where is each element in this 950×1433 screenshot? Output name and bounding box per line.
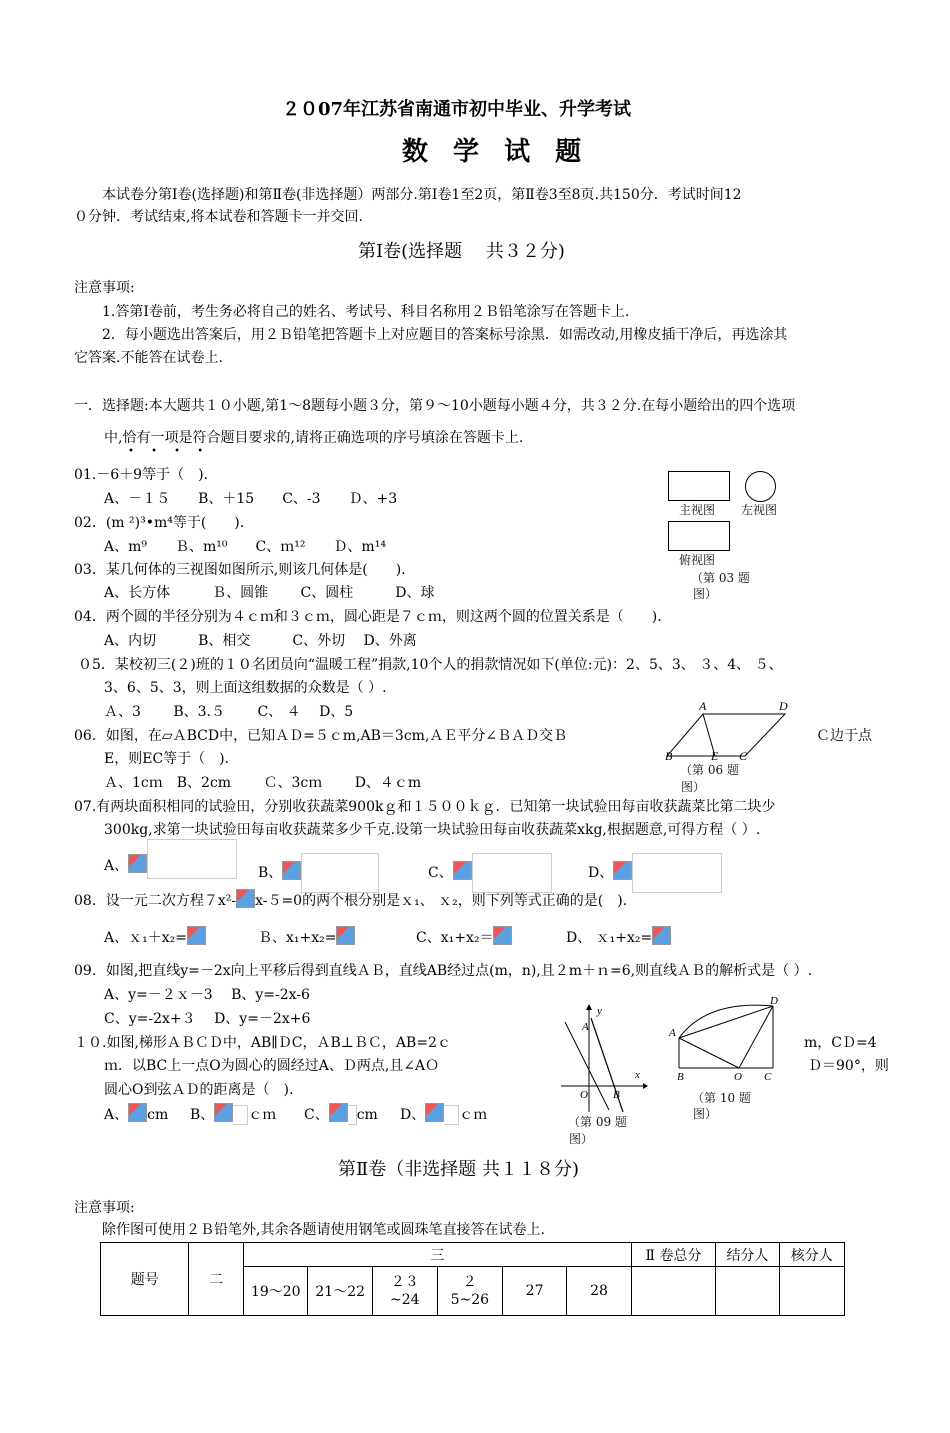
section-one-intro: 一．选择题:本大题共１０小题,第1～8题每小题３分，第９～10小题每小题４分，共３２分.在每小题给出的四个选项 <box>74 398 796 414</box>
q8-option-d-label: D、 ｘ₁+x₂= <box>566 930 653 946</box>
question-5b: 3、6、5、3，则上面这组数据的众数是（ ）. <box>104 680 387 696</box>
score-table-section-two: 二 <box>189 1243 244 1316</box>
figure-q9-caption: （第 09 题 <box>568 1115 627 1129</box>
score-table-checker-header: 核分人 <box>779 1243 844 1267</box>
q10-option-b[interactable] <box>190 1103 276 1125</box>
q7-option-a-label: A、 <box>104 858 129 874</box>
figure-q6-caption2: 图） <box>681 780 706 794</box>
question-4-options: A、内切 B、相交 C、外切 D、外离 <box>104 633 417 649</box>
score-table-sub-28: 28 <box>567 1267 631 1316</box>
score-table-sub-25-26 <box>437 1267 502 1316</box>
part2-notice: 除作图可使用２Ｂ铅笔外,其余各题请使用钢笔或圆珠笔直接答在试卷上. <box>102 1222 545 1238</box>
fig9-label-y: y <box>597 1005 602 1017</box>
score-table-sub-21-22: 21～22 <box>308 1267 372 1316</box>
figure-q10-trapezoid <box>667 992 787 1084</box>
q7-option-a[interactable] <box>104 853 237 879</box>
question-6: 06．如图，在▱ＡBCD中，已知ＡＤ=５ｃm,AB＝3cm,ＡＥ平分∠ＢＡＤ交Ｂ <box>74 728 568 744</box>
q10-option-a-unit: cm <box>147 1107 169 1123</box>
q10-option-a[interactable] <box>104 1103 168 1125</box>
fig9-label-a: A <box>582 1021 589 1033</box>
front-view-rectangle <box>668 471 730 501</box>
q7-option-b[interactable] <box>258 853 379 893</box>
score-table-grader-header: 结分人 <box>716 1243 779 1267</box>
part1-notice-title: 注意事项: <box>74 280 135 296</box>
question-10: １０.如图,梯形ＡＢＣＤ中，AB∥ＤC，ＡB⊥ＢＣ，AB=2ｃ <box>74 1035 451 1051</box>
question-5: ０5．某校初三(２)班的１０名团员向“温暖工程”捐款,10个人的捐款情况如下(单位:元)：2、5、3、 ３、4、 ５、 <box>78 657 783 673</box>
question-8-post: x-５=0的两个根分别是ｘ₁、 ｘ₂，则下列等式正确的是( ). <box>255 893 628 909</box>
score-table-sub-19-20: 19～20 <box>244 1267 308 1316</box>
q10-option-b-label: B、 <box>190 1107 215 1123</box>
exam-title: ２０07年江苏省南通市初中毕业、升学考试 <box>282 99 632 120</box>
front-view-label: 主视图 <box>679 503 716 517</box>
q10-option-c-label: C、 <box>304 1107 329 1123</box>
figure-q6-parallelogram <box>663 698 803 762</box>
score-table-section-three: 三 <box>244 1243 632 1267</box>
broken-image-icon <box>128 854 147 873</box>
fig6-label-d: D <box>779 699 788 713</box>
broken-image-icon <box>329 1103 348 1122</box>
emphasis-dots: • • • • <box>128 446 211 457</box>
broken-image-icon <box>236 889 255 908</box>
question-7: 07.有两块面积相同的试验田，分别收获蔬菜900kｇ和１５００ｋｇ．已知第一块试验田每亩收获蔬菜比第二块少 <box>74 799 776 815</box>
broken-image-icon <box>425 1103 444 1122</box>
q8-option-a-label: A、ｘ₁＋x₂= <box>104 930 187 946</box>
question-7b: 300kg,求第一块试验田每亩收获蔬菜多少千克.设第一块试验田每亩收获蔬菜xkg,根据题意,可得方程（ ）. <box>104 822 761 838</box>
broken-image-icon <box>214 1103 233 1122</box>
figure-q10-caption: （第 10 题 <box>692 1091 751 1105</box>
section-one-intro-b: 中,恰有一项是符合题目要求的,请将正确选项的序号填涂在答题卡上. <box>104 430 524 446</box>
figure-q9-caption2: 图） <box>569 1132 594 1146</box>
score-table-qnum-header: 题号 <box>101 1243 189 1316</box>
left-view-circle <box>745 471 776 502</box>
fig10-label-a: A <box>669 1027 676 1039</box>
figure-q10-caption2: 图） <box>693 1107 718 1121</box>
formula-box <box>632 853 722 893</box>
question-4: 04．两个圆的半径分别为４ｃｍ和３ｃｍ，圆心距是７ｃｍ，则这两个圆的位置关系是（ )． <box>74 609 672 625</box>
left-view-label: 左视图 <box>741 503 778 517</box>
q10-option-d-unit: ｃｍ <box>459 1107 488 1123</box>
broken-image-icon <box>613 861 632 880</box>
question-1: 01.－6＋9等于（ ). <box>74 467 208 483</box>
sub-23-24-bottom: ~24 <box>390 1292 420 1308</box>
broken-image-icon <box>282 861 301 880</box>
sub-25-26-top: ２ <box>462 1274 477 1290</box>
part1-heading: 第Ⅰ卷(选择题 共３２分) <box>358 241 565 262</box>
figure-q3-caption2: 图） <box>693 587 718 601</box>
q8-option-c[interactable] <box>416 926 512 948</box>
fig10-label-d: D <box>770 995 778 1007</box>
figure-q6-caption: （第 06 题 <box>680 763 739 777</box>
q8-option-c-label: C、x₁+x₂＝ <box>416 930 494 946</box>
q10-option-d[interactable] <box>400 1103 487 1125</box>
score-table-total-cell[interactable] <box>631 1267 716 1316</box>
broken-image-icon <box>493 926 512 945</box>
q8-option-a[interactable] <box>104 926 206 948</box>
intro-line1: 本试卷分第Ⅰ卷(选择题)和第Ⅱ卷(非选择题）两部分.第Ⅰ卷1至2页，第Ⅱ卷3至8页.共150分．考试时间12 <box>102 187 742 203</box>
sub-25-26-bottom: 5~26 <box>450 1292 490 1308</box>
q10-option-c[interactable] <box>304 1103 378 1125</box>
score-table-checker-cell[interactable] <box>779 1267 844 1316</box>
question-9-options-2: C、y=-2x+３ D、y=－2x+6 <box>104 1011 311 1027</box>
broken-image-icon <box>128 1103 147 1122</box>
figure-q3-caption: （第 03 题 <box>691 571 750 585</box>
part1-notice2a: 2．每小题选出答案后，用２Ｂ铅笔把答题卡上对应题目的答案标号涂黑．如需改动,用橡皮插干净后，再选涂其 <box>102 327 788 343</box>
fig6-label-c: C <box>739 749 748 762</box>
q10-option-b-unit: ｃｍ <box>248 1107 277 1123</box>
question-3: 03．某几何体的三视图如图所示,则该几何体是( ). <box>74 562 406 578</box>
top-view-rectangle <box>668 521 730 551</box>
question-10-right2: Ｄ＝90°，则 <box>808 1058 889 1074</box>
question-2: 02．(m ²)³•m⁴等于( )． <box>74 515 254 531</box>
question-10c: 圆心O到弦ＡＤ的距离是（ ). <box>104 1082 294 1098</box>
q10-option-c-unit: cm <box>356 1107 378 1123</box>
q8-option-d[interactable] <box>566 926 671 948</box>
fig6-label-e: E <box>711 749 719 762</box>
formula-box <box>348 1105 357 1125</box>
q8-option-b[interactable] <box>258 926 355 948</box>
question-9-options-1: A、y=－２ｘ－3 B、y=-2x-6 <box>104 987 310 1003</box>
formula-box <box>301 853 379 893</box>
fig6-label-a: A <box>699 699 707 713</box>
question-6-tail: Ｃ边于点 <box>816 728 872 744</box>
part2-notice-title: 注意事项: <box>74 1200 135 1216</box>
sub-23-24-top: ２３ <box>390 1274 419 1290</box>
q7-option-c[interactable] <box>428 853 552 893</box>
fig9-label-o: O <box>580 1089 588 1101</box>
q10-option-a-label: A、 <box>104 1107 129 1123</box>
part1-notice2b: 它答案.不能答在试卷上. <box>74 350 223 366</box>
score-table-grader-cell[interactable] <box>716 1267 779 1316</box>
question-10b: ｍ．以BC上一点O为圆心的圆经过A、Ｄ两点,且∠AＯ <box>104 1058 440 1074</box>
q7-option-d[interactable] <box>588 853 722 893</box>
formula-box <box>233 1105 248 1125</box>
score-table-sub-27: 27 <box>502 1267 566 1316</box>
score-table-total-header: Ⅱ 卷总分 <box>631 1243 716 1267</box>
formula-box <box>444 1105 459 1125</box>
intro-line2: ０分钟．考试结束,将本试卷和答题卡一并交回. <box>74 209 363 225</box>
broken-image-icon <box>652 926 671 945</box>
fig10-label-o: O <box>734 1071 742 1083</box>
fig10-label-b: B <box>677 1071 684 1083</box>
top-view-label: 俯视图 <box>679 553 716 567</box>
q7-option-d-label: D、 <box>588 865 614 881</box>
formula-box <box>472 853 552 893</box>
broken-image-icon <box>187 926 206 945</box>
broken-image-icon <box>336 926 355 945</box>
question-5-options: Ａ、3 B、3.５ C、 ４ D、5 <box>104 704 354 720</box>
question-3-options: A、长方体 Ｂ、圆锥 C、圆柱 D、球 <box>104 585 435 601</box>
fig9-label-x: x <box>635 1069 640 1081</box>
part1-notice1: 1.答第Ⅰ卷前，考生务必将自己的姓名、考试号、科目名称用２Ｂ铅笔涂写在答题卡上. <box>102 304 630 320</box>
question-8-pre: 08．设一元二次方程７x²- <box>74 893 237 909</box>
question-6-options: Ａ、1cｍ B、2cm Ｃ、3cｍ D、４ｃm <box>104 775 422 791</box>
broken-image-icon <box>453 861 472 880</box>
figure-q3-three-views <box>665 470 810 605</box>
question-2-options: A、m⁹ Ｂ、m¹⁰ C、ｍ¹² Ｄ、m¹⁴ <box>104 539 386 555</box>
score-table-sub-23-24 <box>372 1267 437 1316</box>
formula-box <box>147 839 237 879</box>
subject-title: 数 学 试 题 <box>402 137 590 167</box>
question-1-options: A、－１５ B、＋15 C、-3 Ｄ、+3 <box>104 491 398 507</box>
fig10-label-c: C <box>764 1071 772 1083</box>
question-6b: E，则EC等于（ ). <box>104 751 230 767</box>
fig6-label-b: B <box>665 749 673 762</box>
score-table <box>100 1242 845 1316</box>
q10-option-d-label: D、 <box>400 1107 426 1123</box>
question-9: 09．如图,把直线y=－2x向上平移后得到直线ＡＢ，直线AB经过点(m，n),且２m＋ｎ=6,则直线ＡＢ的解析式是（ ）. <box>74 963 813 979</box>
q8-option-b-label: Ｂ、x₁+x₂= <box>258 930 337 946</box>
figure-q9-axes <box>553 1002 653 1114</box>
part2-heading: 第Ⅱ卷（非选择题 共１１８分) <box>338 1159 579 1180</box>
fig9-label-b: B <box>613 1089 620 1101</box>
question-10-right1: m，CＤ=4 <box>804 1035 877 1051</box>
q7-option-c-label: C、 <box>428 865 453 881</box>
question-8 <box>74 889 627 911</box>
q7-option-b-label: B、 <box>258 865 283 881</box>
